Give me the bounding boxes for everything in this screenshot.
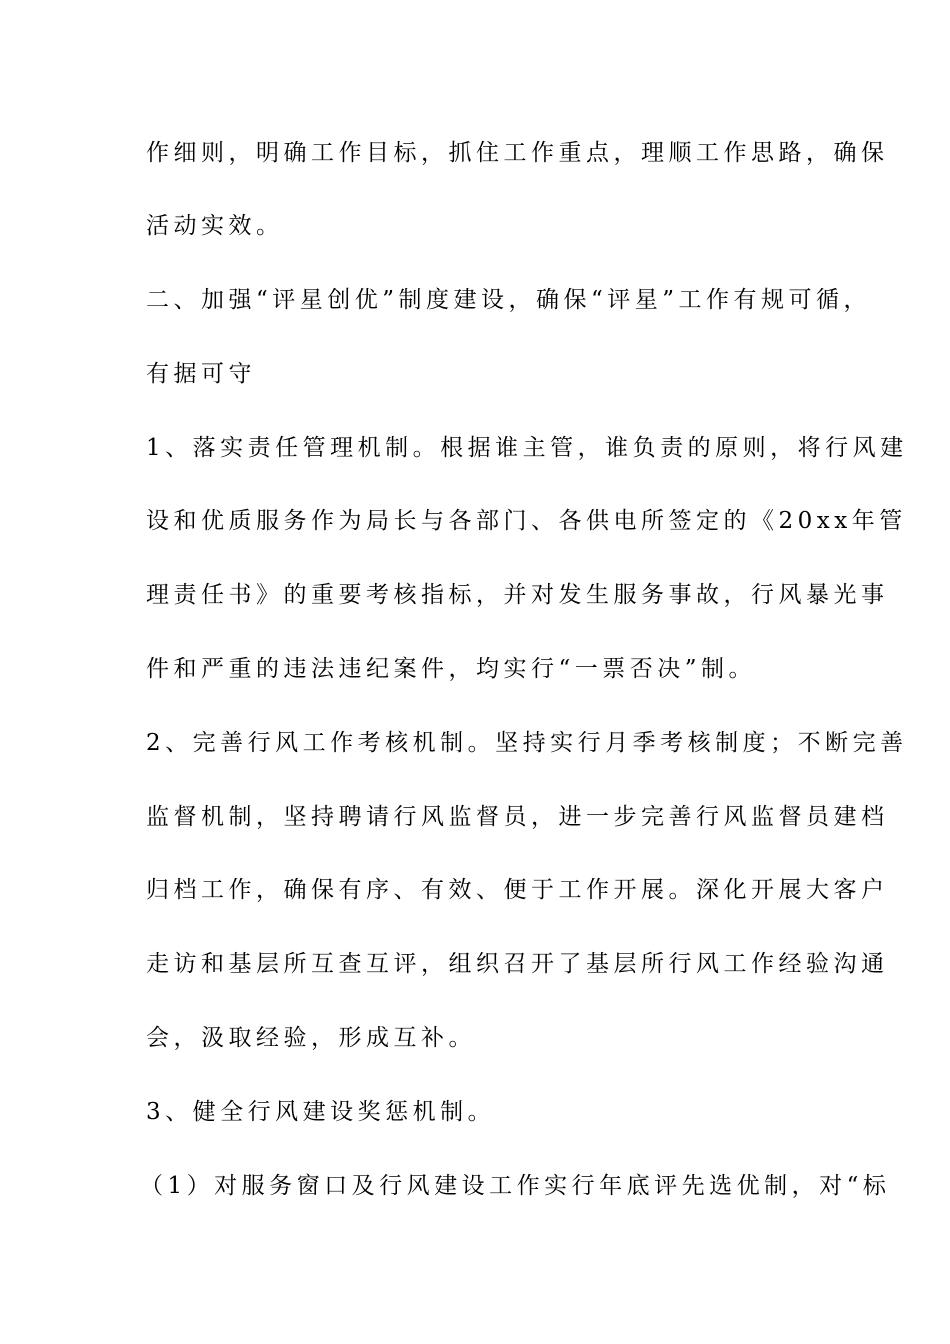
text-line: 设和优质服务作为局长与各部门、各供电所签定的《20xx年管 xyxy=(146,508,907,534)
text-line: 归档工作，确保有序、有效、便于工作开展。深化开展大客户 xyxy=(146,877,889,903)
text-line: 会，汲取经验，形成互补。 xyxy=(146,1025,476,1051)
text-line: 1、落实责任管理机制。根据谁主管，谁负责的原则，将行风建 xyxy=(146,435,908,461)
text-line: 2、完善行风工作考核机制。坚持实行月季考核制度；不断完善 xyxy=(146,730,908,756)
text-line: 理责任书》的重要考核指标，并对发生服务事故，行风暴光事 xyxy=(146,582,889,608)
text-line: 监督机制，坚持聘请行风监督员，进一步完善行风监督员建档 xyxy=(146,804,889,830)
text-line: 活动实效。 xyxy=(146,213,284,239)
section-heading: 二、加强“评星创优”制度建设，确保“评星”工作有规可循， xyxy=(146,287,872,313)
section-heading: 有据可守 xyxy=(146,361,256,387)
text-line: 3、健全行风建设奖惩机制。 xyxy=(146,1099,496,1125)
text-line: 作细则，明确工作目标，抓住工作重点，理顺工作思路，确保 xyxy=(146,140,889,166)
text-line: （1）对服务窗口及行风建设工作实行年底评先选优制，对“标 xyxy=(140,1173,891,1199)
text-line: 件和严重的违法违纪案件，均实行“一票否决”制。 xyxy=(146,656,757,682)
text-line: 走访和基层所互查互评，组织召开了基层所行风工作经验沟通 xyxy=(146,951,889,977)
